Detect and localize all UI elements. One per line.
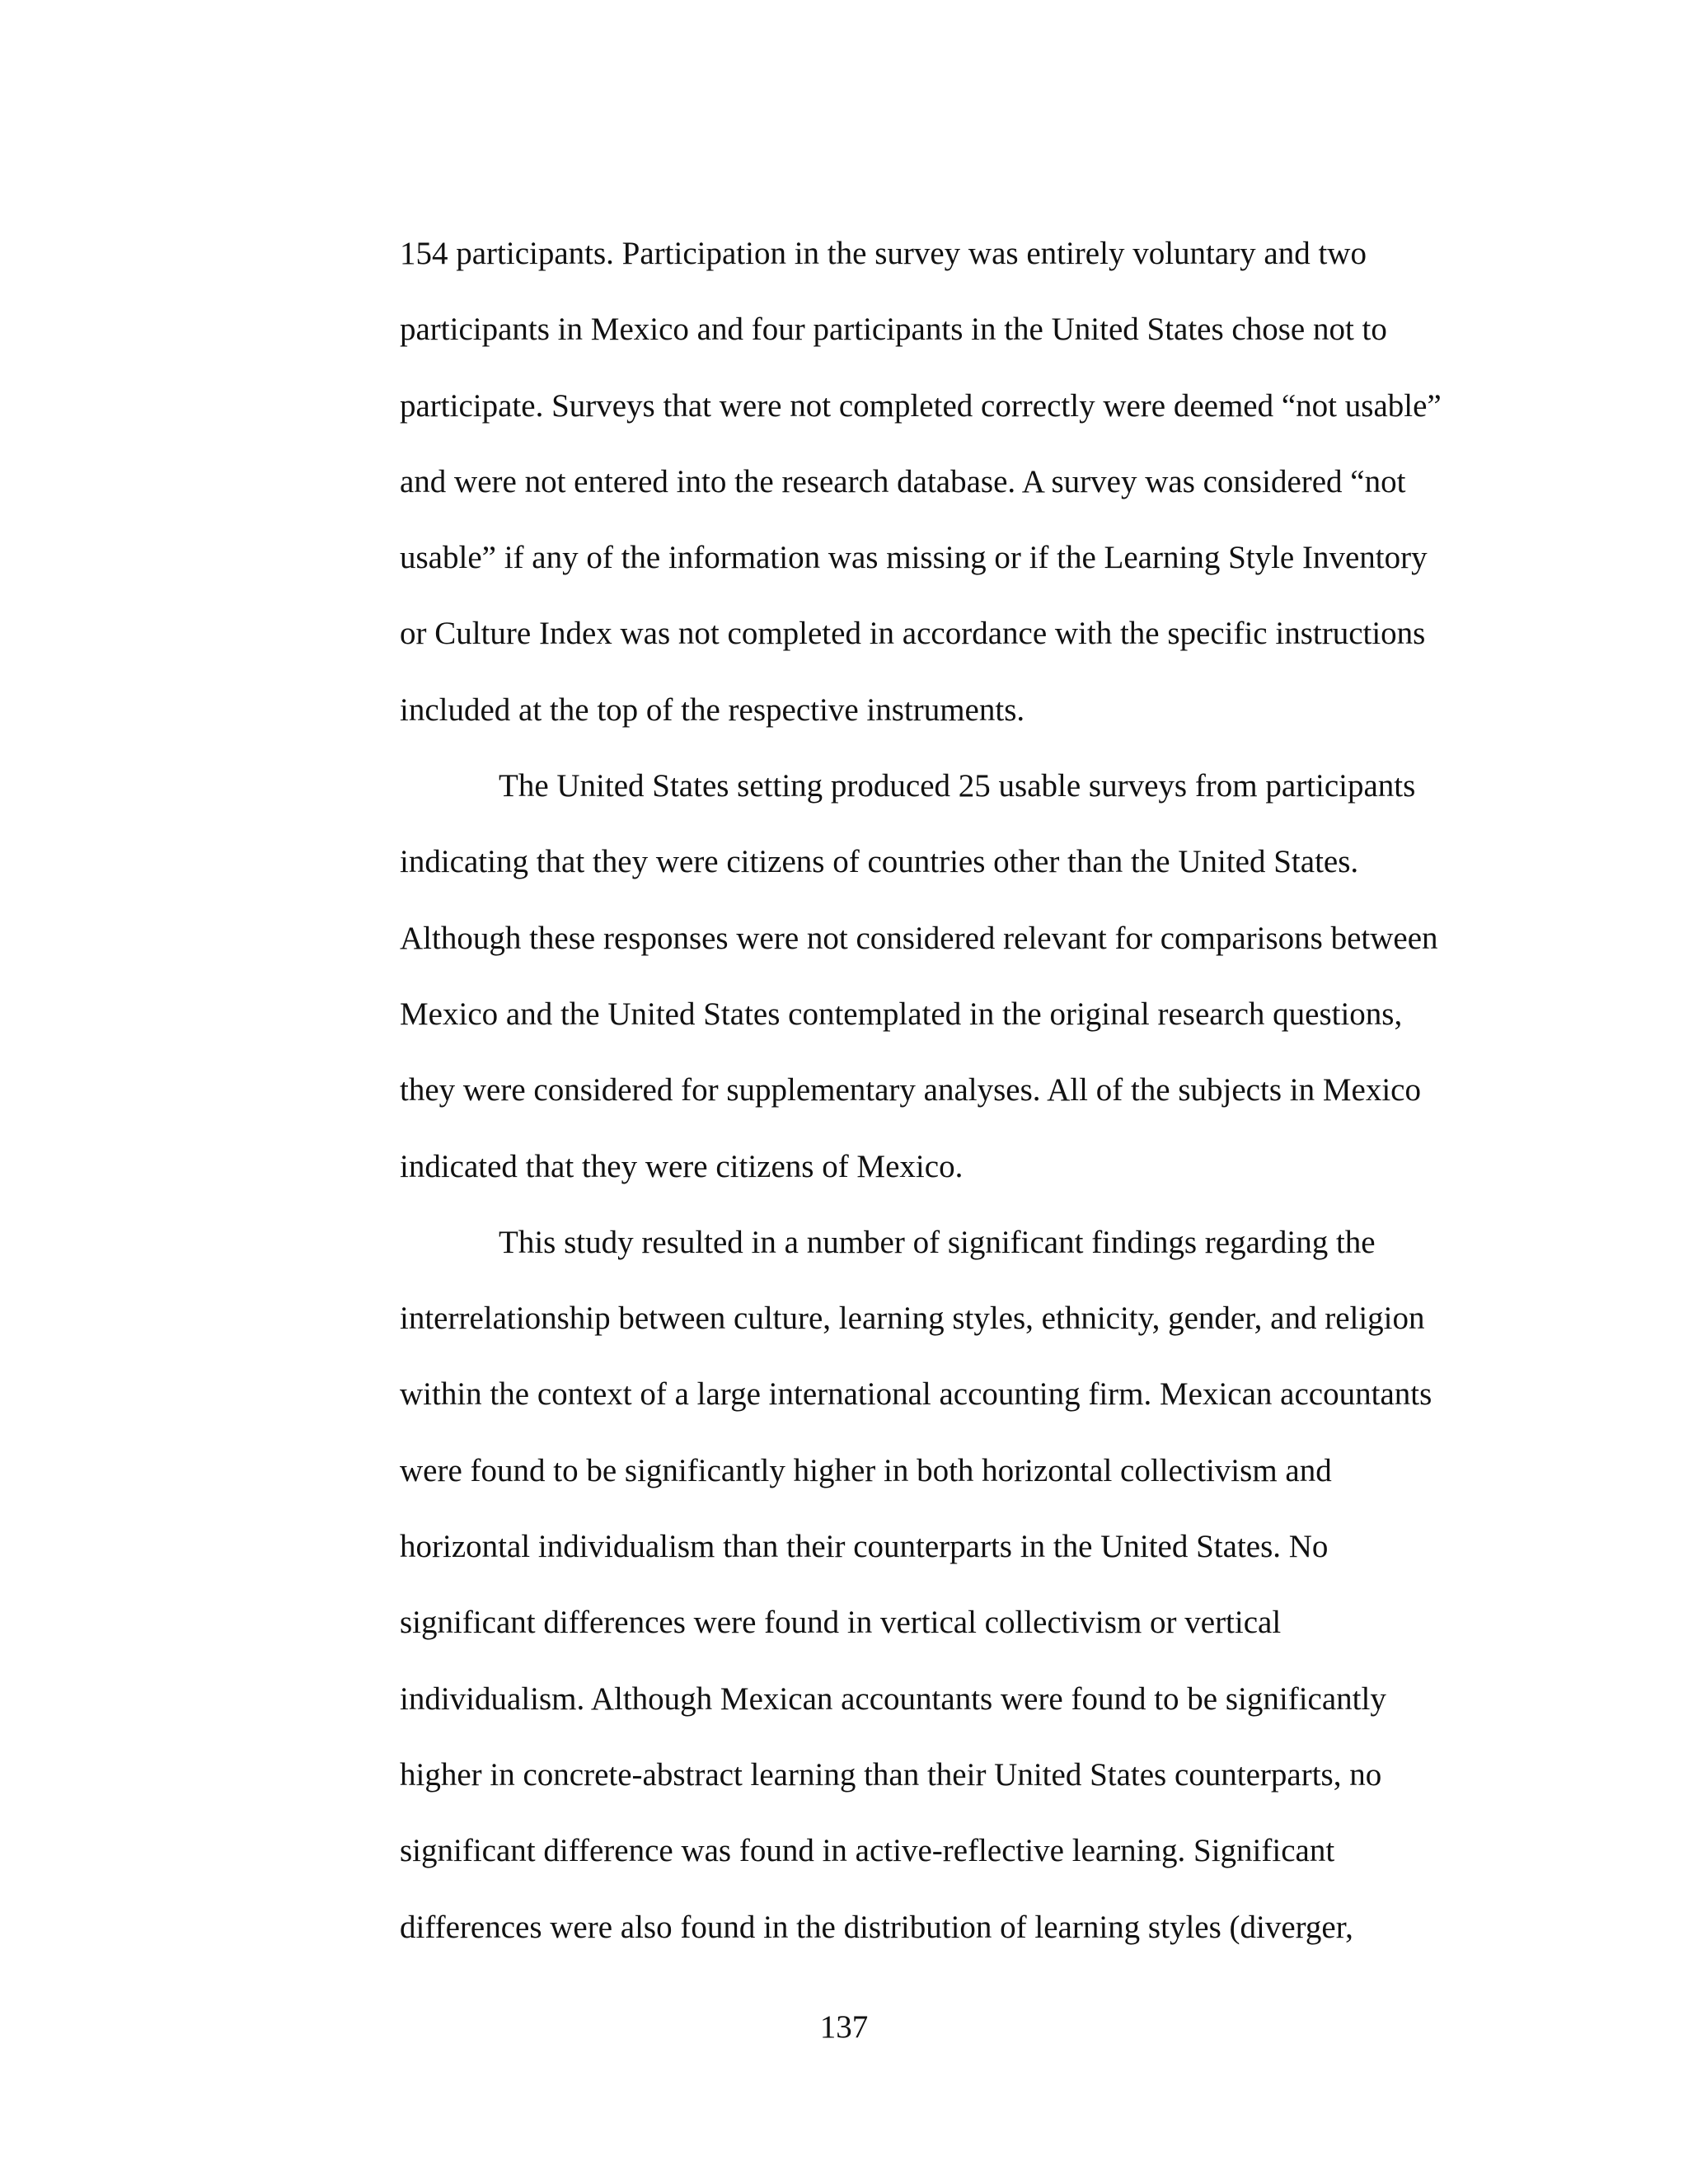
text-line: 154 participants. Participation in the survey was entirely voluntary and two [400,236,1367,271]
paragraph-start-line: This study resulted in a number of significant findings regarding the [499,1224,1376,1260]
text-line: Although these responses were not considered relevant for comparisons between [400,920,1438,956]
text-line: participants in Mexico and four participants in the United States chose not to [400,312,1387,348]
text-line: Mexico and the United States contemplated in the original research questions, [400,996,1403,1032]
text-line: indicated that they were citizens of Mexico. [400,1148,964,1184]
paragraph-start-line: The United States setting produced 25 usable surveys from participants [499,768,1416,804]
text-line: indicating that they were citizens of countries other than the United States. [400,844,1359,880]
text-line: higher in concrete-abstract learning than their United States counterparts, no [400,1756,1382,1793]
text-line: included at the top of the respective instruments. [400,691,1025,728]
text-line: they were considered for supplementary analyses. All of the subjects in Mexico [400,1072,1421,1108]
text-line: individualism. Although Mexican accountants were found to be significantly [400,1680,1386,1717]
text-line: interrelationship between culture, learning styles, ethnicity, gender, and religion [400,1301,1425,1337]
text-line: significant differences were found in vertical collectivism or vertical [400,1605,1282,1641]
text-line: participate. Surveys that were not completed correctly were deemed “not usable” [400,387,1442,424]
text-line: within the context of a large international accounting firm. Mexican accountants [400,1376,1432,1413]
text-line: and were not entered into the research database. A survey was considered “not [400,463,1406,499]
text-line: horizontal individualism than their counterparts in the United States. No [400,1529,1329,1565]
page-number: 137 [819,2009,869,2045]
text-line: differences were also found in the distribution of learning styles (diverger, [400,1909,1353,1945]
text-line: were found to be significantly higher in both horizontal collectivism and [400,1452,1332,1488]
text-line: significant difference was found in active-reflective learning. Significant [400,1833,1335,1869]
body-text [400,216,1471,1966]
text-line: usable” if any of the information was missing or if the Learning Style Inventory [400,540,1428,576]
text-line: or Culture Index was not completed in accordance with the specific instructions [400,616,1426,652]
